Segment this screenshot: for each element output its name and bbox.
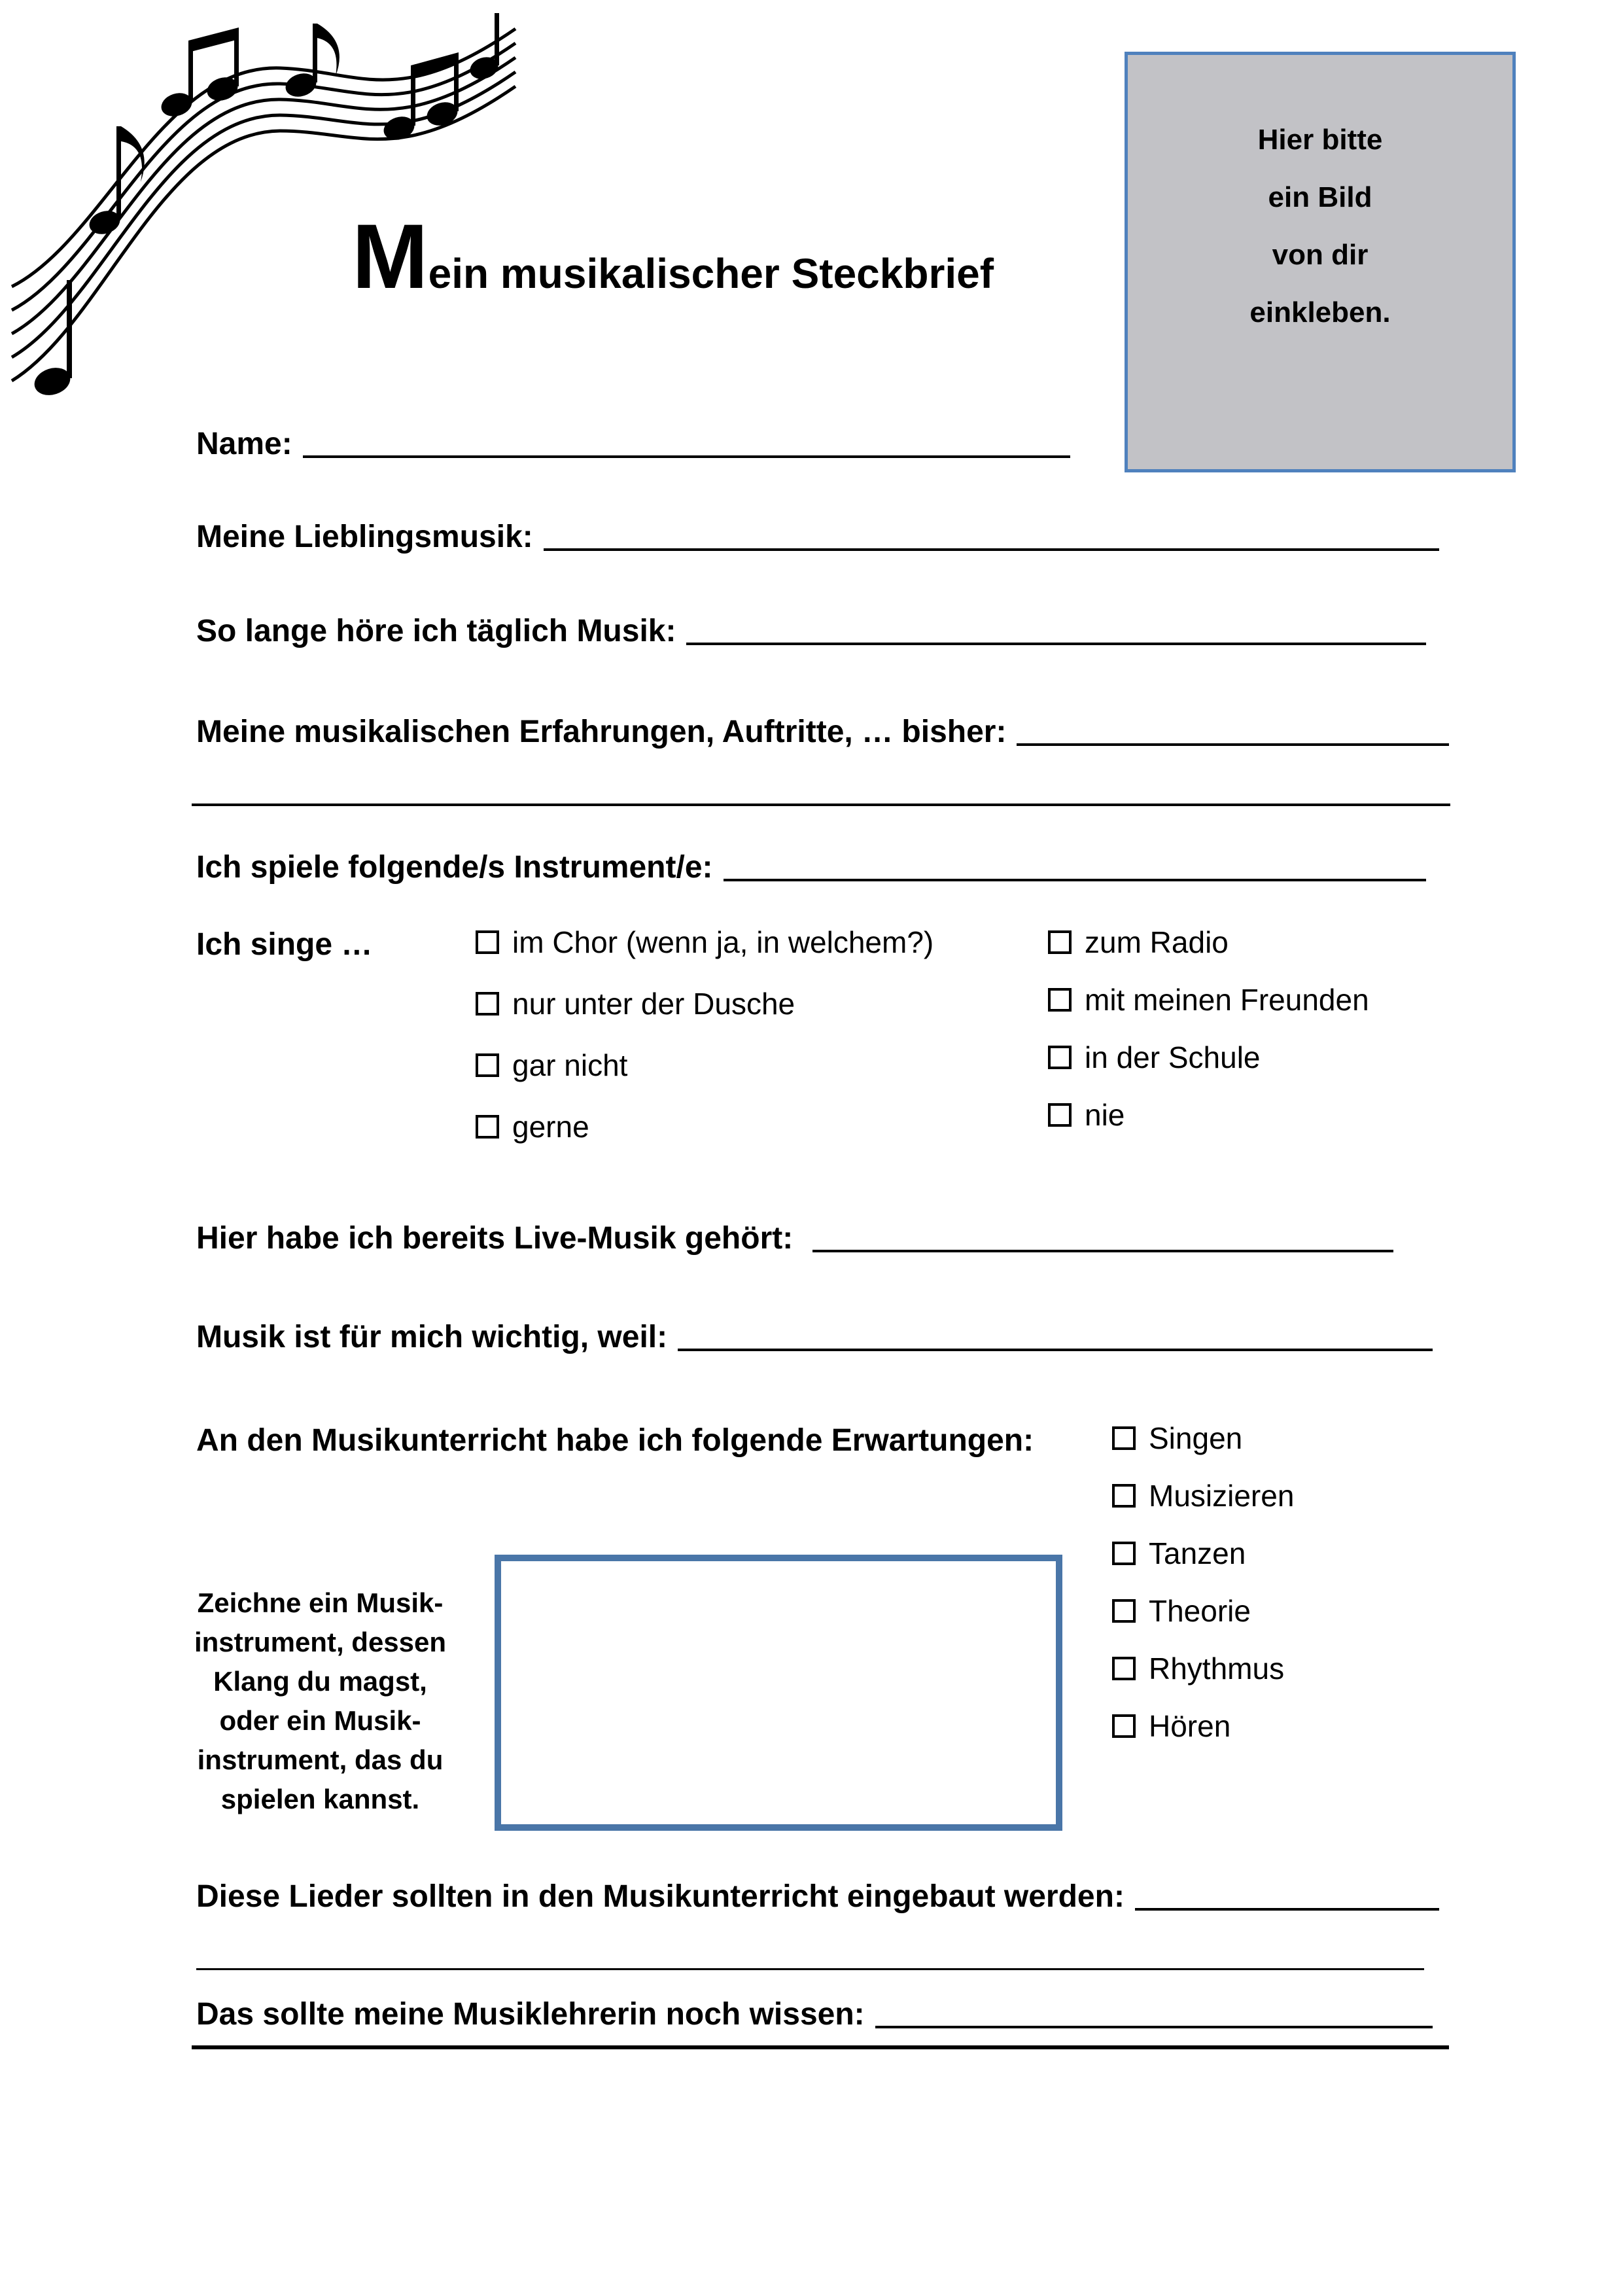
experiences-blank-line[interactable]	[1017, 738, 1449, 746]
field-row-teacher-note	[196, 1994, 1433, 2034]
checkbox-icon[interactable]	[476, 1053, 499, 1077]
field-row-favorite-music	[196, 517, 1439, 556]
favorite-music-label: Meine Lieblingsmusik:	[196, 520, 533, 554]
expectations-options-column	[1112, 1422, 1294, 1767]
expectation-option-theorie[interactable]	[1112, 1595, 1294, 1627]
singing-option-label: in der Schule	[1085, 1040, 1261, 1074]
checkbox-icon[interactable]	[476, 1115, 499, 1139]
expectation-option-musizieren[interactable]	[1112, 1479, 1294, 1512]
instruments-blank-line[interactable]	[724, 874, 1427, 881]
field-row-name	[196, 424, 1070, 463]
photo-box-line: Hier bitte	[1257, 123, 1383, 156]
checkbox-icon[interactable]	[1112, 1599, 1136, 1623]
drawing-area-box[interactable]	[495, 1555, 1062, 1831]
singing-option-chor[interactable]	[476, 926, 1048, 959]
singing-option-radio[interactable]	[1048, 926, 1369, 959]
drawing-prompt	[171, 1583, 469, 1819]
songs-label: Diese Lieder sollten in den Musikunterricht eingebaut werden:	[196, 1879, 1125, 1914]
checkbox-icon[interactable]	[476, 930, 499, 954]
expectation-option-label: Hören	[1149, 1709, 1231, 1743]
live-music-label: Hier habe ich bereits Live-Musik gehört:	[196, 1221, 794, 1256]
singing-option-label: mit meinen Freunden	[1085, 983, 1369, 1017]
photo-placeholder-box[interactable]	[1125, 52, 1516, 472]
bottom-rule-line	[192, 2045, 1449, 2049]
experiences-label: Meine musikalischen Erfahrungen, Auftritte, … bisher:	[196, 715, 1007, 749]
photo-box-line: einkleben.	[1249, 296, 1391, 328]
checkbox-icon[interactable]	[1112, 1542, 1136, 1565]
checkbox-icon[interactable]	[1048, 930, 1072, 954]
daily-listening-label: So lange höre ich täglich Musik:	[196, 614, 676, 648]
field-row-importance	[196, 1317, 1433, 1356]
checkbox-icon[interactable]	[1048, 1103, 1072, 1127]
checkbox-icon[interactable]	[1112, 1657, 1136, 1680]
title-rest: ein musikalischer Steckbrief	[428, 250, 994, 297]
checkbox-icon[interactable]	[476, 992, 499, 1016]
expectation-option-tanzen[interactable]	[1112, 1537, 1294, 1570]
singing-option-label: nur unter der Dusche	[512, 987, 795, 1021]
photo-box-line: ein Bild	[1268, 181, 1372, 213]
importance-label: Musik ist für mich wichtig, weil:	[196, 1320, 668, 1354]
singing-option-gar-nicht[interactable]	[476, 1049, 1048, 1082]
expectation-option-label: Rhythmus	[1149, 1651, 1285, 1686]
singing-option-freunden[interactable]	[1048, 983, 1369, 1016]
daily-listening-blank-line[interactable]	[686, 637, 1426, 645]
singing-option-schule[interactable]	[1048, 1041, 1369, 1074]
drawing-prompt-line: instrument, dessen	[194, 1627, 447, 1657]
page-title	[352, 205, 994, 308]
drawing-prompt-line: Zeichne ein Musik-	[197, 1587, 444, 1618]
expectation-option-rhythmus[interactable]	[1112, 1652, 1294, 1685]
teacher-note-blank-line[interactable]	[875, 2021, 1433, 2028]
singing-option-nie[interactable]	[1048, 1099, 1369, 1131]
field-row-instruments	[196, 847, 1426, 887]
drawing-prompt-line: Klang du magst,	[213, 1666, 427, 1697]
drawing-prompt-line: instrument, das du	[197, 1744, 444, 1775]
name-blank-line[interactable]	[303, 450, 1070, 458]
singing-label: Ich singe …	[196, 927, 373, 962]
title-initial: M	[352, 205, 428, 308]
singing-option-label: gerne	[512, 1110, 589, 1144]
field-row-experiences	[196, 712, 1449, 751]
singing-option-label: gar nicht	[512, 1048, 628, 1082]
drawing-prompt-line: spielen kannst.	[220, 1784, 420, 1814]
singing-option-label: im Chor (wenn ja, in welchem?)	[512, 925, 934, 959]
field-row-daily-listening	[196, 611, 1426, 650]
experiences-continuation-line[interactable]	[192, 804, 1450, 806]
checkbox-icon[interactable]	[1048, 1046, 1072, 1069]
songs-continuation-line[interactable]	[196, 1968, 1424, 1970]
expectation-option-label: Tanzen	[1149, 1536, 1246, 1570]
expectations-label: An den Musikunterricht habe ich folgende Erwartungen:	[196, 1423, 1034, 1458]
singing-options-left-column	[476, 926, 1048, 1172]
favorite-music-blank-line[interactable]	[544, 543, 1439, 551]
songs-blank-line[interactable]	[1135, 1903, 1439, 1911]
singing-option-label: nie	[1085, 1098, 1125, 1132]
instruments-label: Ich spiele folgende/s Instrument/e:	[196, 850, 713, 885]
checkbox-icon[interactable]	[1112, 1426, 1136, 1450]
checkbox-icon[interactable]	[1048, 988, 1072, 1012]
expectation-option-singen[interactable]	[1112, 1422, 1294, 1455]
drawing-prompt-line: oder ein Musik-	[219, 1705, 421, 1736]
checkbox-icon[interactable]	[1112, 1714, 1136, 1738]
singing-option-label: zum Radio	[1085, 925, 1229, 959]
checkbox-icon[interactable]	[1112, 1484, 1136, 1508]
expectation-option-label: Musizieren	[1149, 1479, 1295, 1513]
field-row-songs	[196, 1877, 1439, 1916]
expectation-option-label: Singen	[1149, 1421, 1243, 1455]
expectation-option-hoeren[interactable]	[1112, 1710, 1294, 1742]
field-row-live-music	[196, 1218, 1393, 1258]
importance-blank-line[interactable]	[678, 1343, 1433, 1351]
singing-section	[196, 926, 1369, 1172]
live-music-blank-line[interactable]	[812, 1245, 1393, 1252]
name-label: Name:	[196, 427, 292, 461]
teacher-note-label: Das sollte meine Musiklehrerin noch wissen:	[196, 1997, 865, 2032]
singing-option-dusche[interactable]	[476, 987, 1048, 1020]
expectation-option-label: Theorie	[1149, 1594, 1251, 1628]
photo-box-line: von dir	[1272, 238, 1369, 271]
singing-option-gerne[interactable]	[476, 1110, 1048, 1143]
singing-options-right-column	[1048, 926, 1369, 1156]
